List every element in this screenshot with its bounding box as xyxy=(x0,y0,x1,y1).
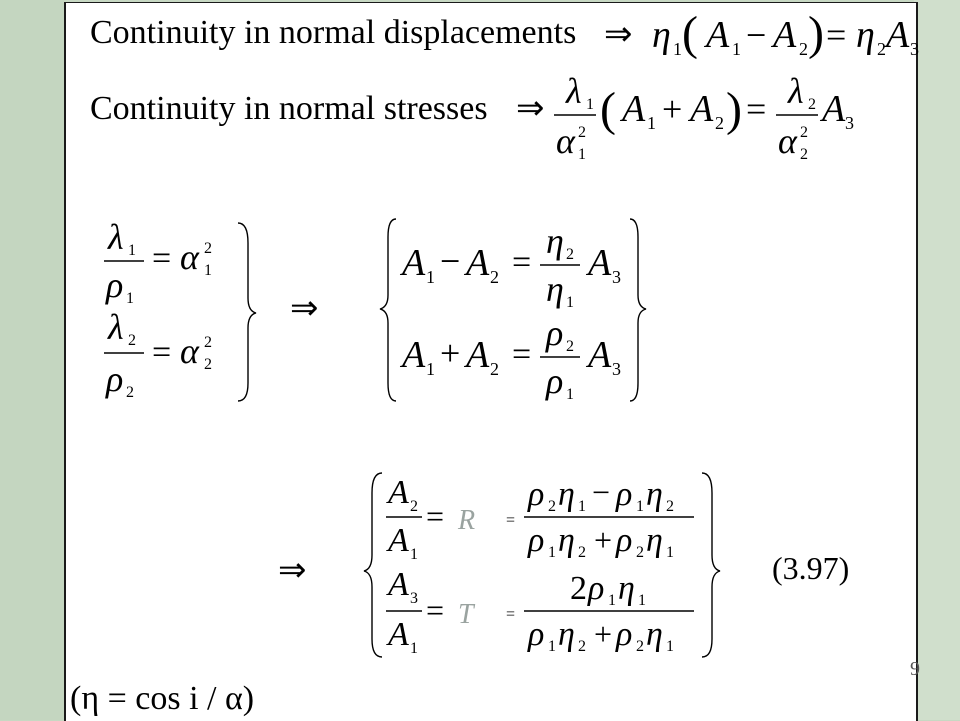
equation-drawing xyxy=(66,3,919,721)
svg-text:1: 1 xyxy=(578,498,586,515)
svg-text:2: 2 xyxy=(636,638,644,655)
svg-text:+: + xyxy=(594,522,613,558)
svg-text:3: 3 xyxy=(845,113,854,133)
footnote: (η = cos i / α) xyxy=(70,680,255,717)
svg-text:A: A xyxy=(388,616,409,653)
svg-text:α: α xyxy=(556,121,575,161)
svg-text:2: 2 xyxy=(715,113,724,133)
svg-text:λ: λ xyxy=(566,71,582,111)
svg-text:λ: λ xyxy=(788,71,804,111)
svg-text:2: 2 xyxy=(578,124,586,141)
svg-text:3: 3 xyxy=(410,590,418,607)
implies-arrow-3: ⇒ xyxy=(290,290,319,327)
svg-text:2: 2 xyxy=(410,498,418,515)
svg-text:A: A xyxy=(466,242,490,284)
svg-text:1: 1 xyxy=(410,546,418,563)
svg-text:A: A xyxy=(588,242,612,284)
svg-text:=: = xyxy=(426,498,445,534)
svg-text:η: η xyxy=(618,570,635,607)
svg-text:1: 1 xyxy=(566,386,574,403)
svg-text:1: 1 xyxy=(128,242,136,259)
svg-text:2: 2 xyxy=(578,638,586,655)
svg-text:1: 1 xyxy=(426,267,435,287)
svg-text:A: A xyxy=(822,88,846,130)
svg-text:1: 1 xyxy=(732,39,741,59)
svg-text:η: η xyxy=(646,522,663,559)
svg-text:ρ: ρ xyxy=(616,616,633,653)
svg-text:1: 1 xyxy=(410,640,418,657)
svg-text:2: 2 xyxy=(800,124,808,141)
svg-text:2: 2 xyxy=(566,338,574,355)
svg-text:ρ: ρ xyxy=(546,361,564,401)
svg-text:2: 2 xyxy=(808,96,816,113)
svg-text:2: 2 xyxy=(636,544,644,561)
svg-text:η: η xyxy=(546,221,564,261)
svg-text:ρ: ρ xyxy=(588,570,605,607)
svg-text:2: 2 xyxy=(566,246,574,263)
svg-text:=: = xyxy=(512,244,532,281)
text-normal-displacements: Continuity in normal displacements xyxy=(90,14,577,51)
svg-text:2: 2 xyxy=(204,334,212,351)
svg-text:η: η xyxy=(558,522,575,559)
svg-text:=: = xyxy=(426,592,445,628)
svg-text:A: A xyxy=(588,334,612,376)
svg-text:α: α xyxy=(778,121,797,161)
svg-text:A: A xyxy=(388,566,409,603)
svg-text:2: 2 xyxy=(799,39,808,59)
svg-text:2: 2 xyxy=(204,356,212,373)
svg-text:−: − xyxy=(592,474,611,510)
svg-text:2: 2 xyxy=(800,146,808,163)
svg-text:A: A xyxy=(886,14,910,56)
svg-text:=: = xyxy=(512,336,532,373)
svg-text:ρ: ρ xyxy=(528,616,545,653)
svg-text:3: 3 xyxy=(910,39,919,59)
svg-text:1: 1 xyxy=(673,39,682,59)
svg-text:2: 2 xyxy=(490,267,499,287)
svg-text:2: 2 xyxy=(204,240,212,257)
svg-text:η: η xyxy=(652,14,671,56)
svg-text:): ) xyxy=(726,83,742,136)
svg-text:A: A xyxy=(773,14,797,56)
svg-text:A: A xyxy=(706,14,730,56)
svg-text:1: 1 xyxy=(578,146,586,163)
svg-text:3: 3 xyxy=(612,267,621,287)
svg-text:A: A xyxy=(402,242,426,284)
implies-arrow-4: ⇒ xyxy=(278,552,307,589)
svg-text:η: η xyxy=(558,616,575,653)
implies-arrow-1: ⇒ xyxy=(604,16,633,53)
svg-text:=: = xyxy=(506,512,516,529)
svg-text:ρ: ρ xyxy=(616,476,633,513)
svg-text:=: = xyxy=(152,240,172,277)
svg-text:1: 1 xyxy=(586,96,594,113)
left-margin xyxy=(0,0,64,720)
svg-text:ρ: ρ xyxy=(528,522,545,559)
svg-text:T: T xyxy=(458,599,474,630)
svg-text:=: = xyxy=(746,89,767,129)
svg-text:1: 1 xyxy=(566,294,574,311)
svg-text:λ: λ xyxy=(108,217,124,257)
svg-text:2: 2 xyxy=(490,359,499,379)
svg-text:(: ( xyxy=(682,7,698,60)
svg-text:A: A xyxy=(466,334,490,376)
svg-text:ρ: ρ xyxy=(106,359,124,399)
svg-text:2: 2 xyxy=(877,39,886,59)
svg-text:=: = xyxy=(506,606,516,623)
svg-text:α: α xyxy=(180,331,199,371)
svg-text:1: 1 xyxy=(638,592,646,609)
implies-arrow-2: ⇒ xyxy=(516,90,545,127)
slide-panel xyxy=(64,2,918,721)
svg-text:A: A xyxy=(402,334,426,376)
svg-text:η: η xyxy=(646,476,663,513)
svg-text:1: 1 xyxy=(548,544,556,561)
svg-text:1: 1 xyxy=(126,290,134,307)
svg-text:2: 2 xyxy=(570,570,587,607)
svg-text:=: = xyxy=(152,334,172,371)
text-normal-stresses: Continuity in normal stresses xyxy=(90,90,488,127)
svg-text:−: − xyxy=(746,15,767,55)
svg-text:ρ: ρ xyxy=(106,265,124,305)
svg-text:2: 2 xyxy=(126,384,134,401)
svg-text:1: 1 xyxy=(647,113,656,133)
svg-text:ρ: ρ xyxy=(546,313,564,353)
svg-text:ρ: ρ xyxy=(616,522,633,559)
svg-text:λ: λ xyxy=(108,307,124,347)
svg-text:A: A xyxy=(388,522,409,559)
svg-text:(: ( xyxy=(600,83,616,136)
svg-text:−: − xyxy=(440,241,461,281)
svg-text:+: + xyxy=(440,333,461,373)
svg-text:ρ: ρ xyxy=(528,476,545,513)
svg-text:+: + xyxy=(594,616,613,652)
svg-text:1: 1 xyxy=(636,498,644,515)
equation-label: (3.97) xyxy=(772,550,850,586)
svg-text:1: 1 xyxy=(666,638,674,655)
svg-text:3: 3 xyxy=(612,359,621,379)
svg-text:η: η xyxy=(856,14,875,56)
svg-text:1: 1 xyxy=(426,359,435,379)
svg-text:1: 1 xyxy=(608,592,616,609)
svg-text:2: 2 xyxy=(548,498,556,515)
page-number: 9 xyxy=(910,658,920,680)
svg-text:R: R xyxy=(458,505,476,536)
svg-text:2: 2 xyxy=(128,332,136,349)
svg-text:2: 2 xyxy=(666,498,674,515)
svg-text:η: η xyxy=(546,269,564,309)
svg-text:A: A xyxy=(690,88,714,130)
svg-text:A: A xyxy=(622,88,646,130)
svg-text:=: = xyxy=(826,15,847,55)
svg-text:1: 1 xyxy=(666,544,674,561)
svg-text:): ) xyxy=(808,7,824,60)
svg-text:2: 2 xyxy=(578,544,586,561)
svg-text:η: η xyxy=(558,476,575,513)
svg-text:1: 1 xyxy=(204,262,212,279)
svg-text:A: A xyxy=(388,474,409,511)
svg-text:α: α xyxy=(180,237,199,277)
svg-text:+: + xyxy=(662,89,683,129)
svg-text:1: 1 xyxy=(548,638,556,655)
svg-text:η: η xyxy=(646,616,663,653)
right-decoration xyxy=(914,0,960,720)
